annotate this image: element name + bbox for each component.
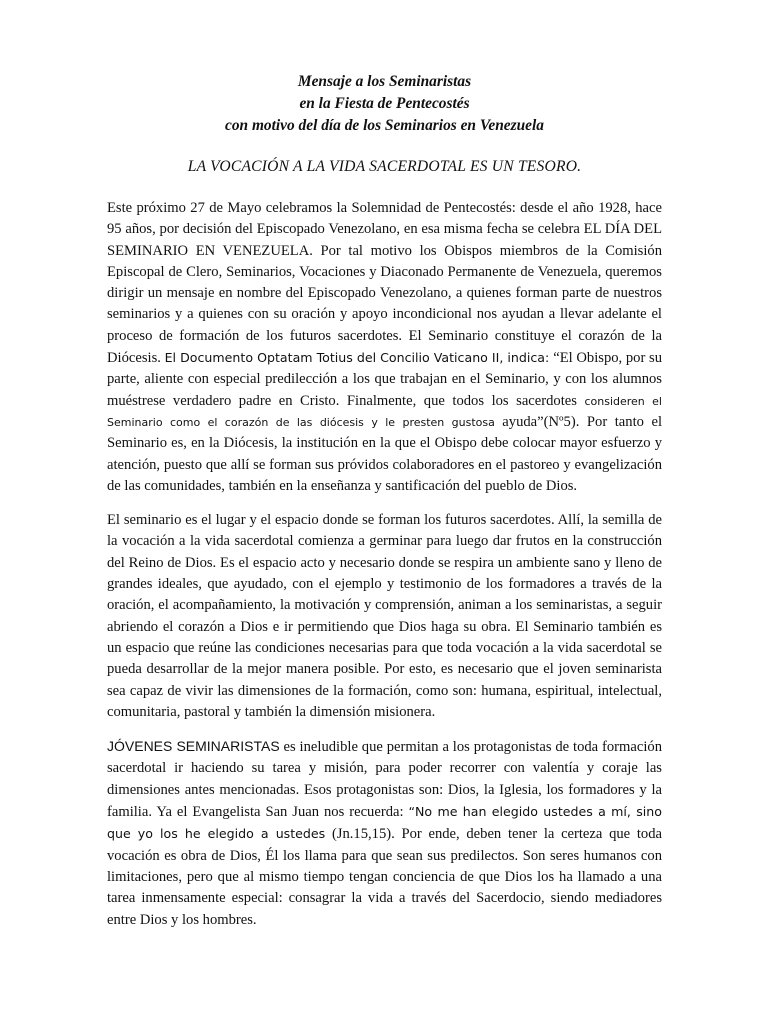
- heading-line-3: con motivo del día de los Seminarios en Venezuela: [225, 117, 544, 134]
- paragraph-1-text-a: Este próximo 27 de Mayo celebramos la Solemnidad de Pentecostés: desde el año 1928, hace 95 años, por decisión del Episcopado Venezolano, en esa misma fecha se celebra EL DÍA DEL SEMINARIO EN VENEZUELA. Por tal motivo los Obispos miembros de la Comisión Episcopal de Clero, Seminarios, Vocaciones y Diaconado Permanente de Venezuela, queremos dirigir un mensaje en nombre del Episcopado Venezolano, a quienes forman parte de nuestros seminarios y a quienes con su oración y apoyo incondicional nos ayudan a llevar adelante el proceso de formación de los futuros sacerdotes. El Seminario constituye el corazón de la Diócesis.: [107, 200, 662, 367]
- paragraph-3: [107, 736, 662, 931]
- heading-line-2: en la Fiesta de Pentecostés: [299, 95, 470, 112]
- heading-line-1: Mensaje a los Seminaristas: [297, 73, 472, 90]
- paragraph-3-lead: JÓVENES SEMINARISTAS: [107, 738, 280, 755]
- paragraph-2: El seminario es el lugar y el espacio donde se forman los futuros sacerdotes. Allí, la semilla de la vocación a la vida sacerdotal comienza a germinar para luego dar frutos en la construcción del Reino de Dios. Es el espacio acto y necesario donde se respira un ambiente sano y lleno de grandes ideales, que ayudado, con el ejemplo y testimonio de los formadores a través de la oración, el acompañamiento, la motivación y comprensión, animan a los seminaristas, a seguir abriendo el corazón a Dios e ir permitiendo que Dios haga su obra. El Seminario también es un espacio que reúne las condiciones necesarias para que toda vocación a la vida sacerdotal se pueda desarrollar de la mejor manera posible. Por esto, es necesario que el joven seminarista sea capaz de vivir las dimensiones de la formación, como son: humana, espiritual, intelectual, comunitaria, pastoral y también la dimensión misionera.: [107, 512, 662, 720]
- gospel-quote: “No me han elegido ustedes a mí, sino que yo los he elegido a ustedes: [107, 804, 662, 842]
- document-subtitle: LA VOCACIÓN A LA VIDA SACERDOTAL ES UN TESORO.: [187, 158, 582, 175]
- paragraph-3-text-b: (Jn.15,15). Por ende, deben tener la certeza que toda vocación es obra de Dios, Él los llama para que sean sus predilectos. Son seres humanos con limitaciones, pero que al mismo tiempo tengan conciencia de que Dios los ha llamado a una tarea inmensamente especial: consagrar la vida a través del Sacerdocio, siendo mediadores entre Dios y los hombres.: [107, 826, 662, 928]
- paragraph-3-text-a: es ineludible que permitan a los protagonistas de toda formación sacerdotal ir haciendo su tarea y misión, para poder recorrer con valentía y coraje las dimensiones antes mencionadas. Esos protagonistas son: Dios, la Iglesia, los formadores y la familia. Ya el Evangelista San Juan nos recuerda:: [107, 739, 662, 821]
- optatam-totius-reference: El Documento Optatam Totius del Concilio Vaticano II, indica:: [164, 350, 554, 366]
- message-heading: [107, 0, 662, 137]
- paragraph-1-quote-b: consideren el Seminario como el corazón de las diócesis y le presten gustosa: [107, 394, 662, 429]
- paragraph-1: [107, 198, 662, 497]
- paragraph-1-quote-a: “El Obispo, por su parte, aliente con especial predilección a los que trabajan en el Seminario, y con los alumnos muéstrese verdadero padre en Cristo. Finalmente, que todos los sacerdotes: [107, 350, 662, 409]
- paragraph-1-text-b: ayuda”(Nº5). Por tanto el Seminario es, en la Diócesis, la institución en la que el Obispo debe colocar mayor esfuerzo y atención, puesto que allí se forman sus próvidos colaboradores en el pastoreo y evangelización de las comunidades, también en la enseñanza y santificación del pueblo de Dios.: [107, 413, 663, 494]
